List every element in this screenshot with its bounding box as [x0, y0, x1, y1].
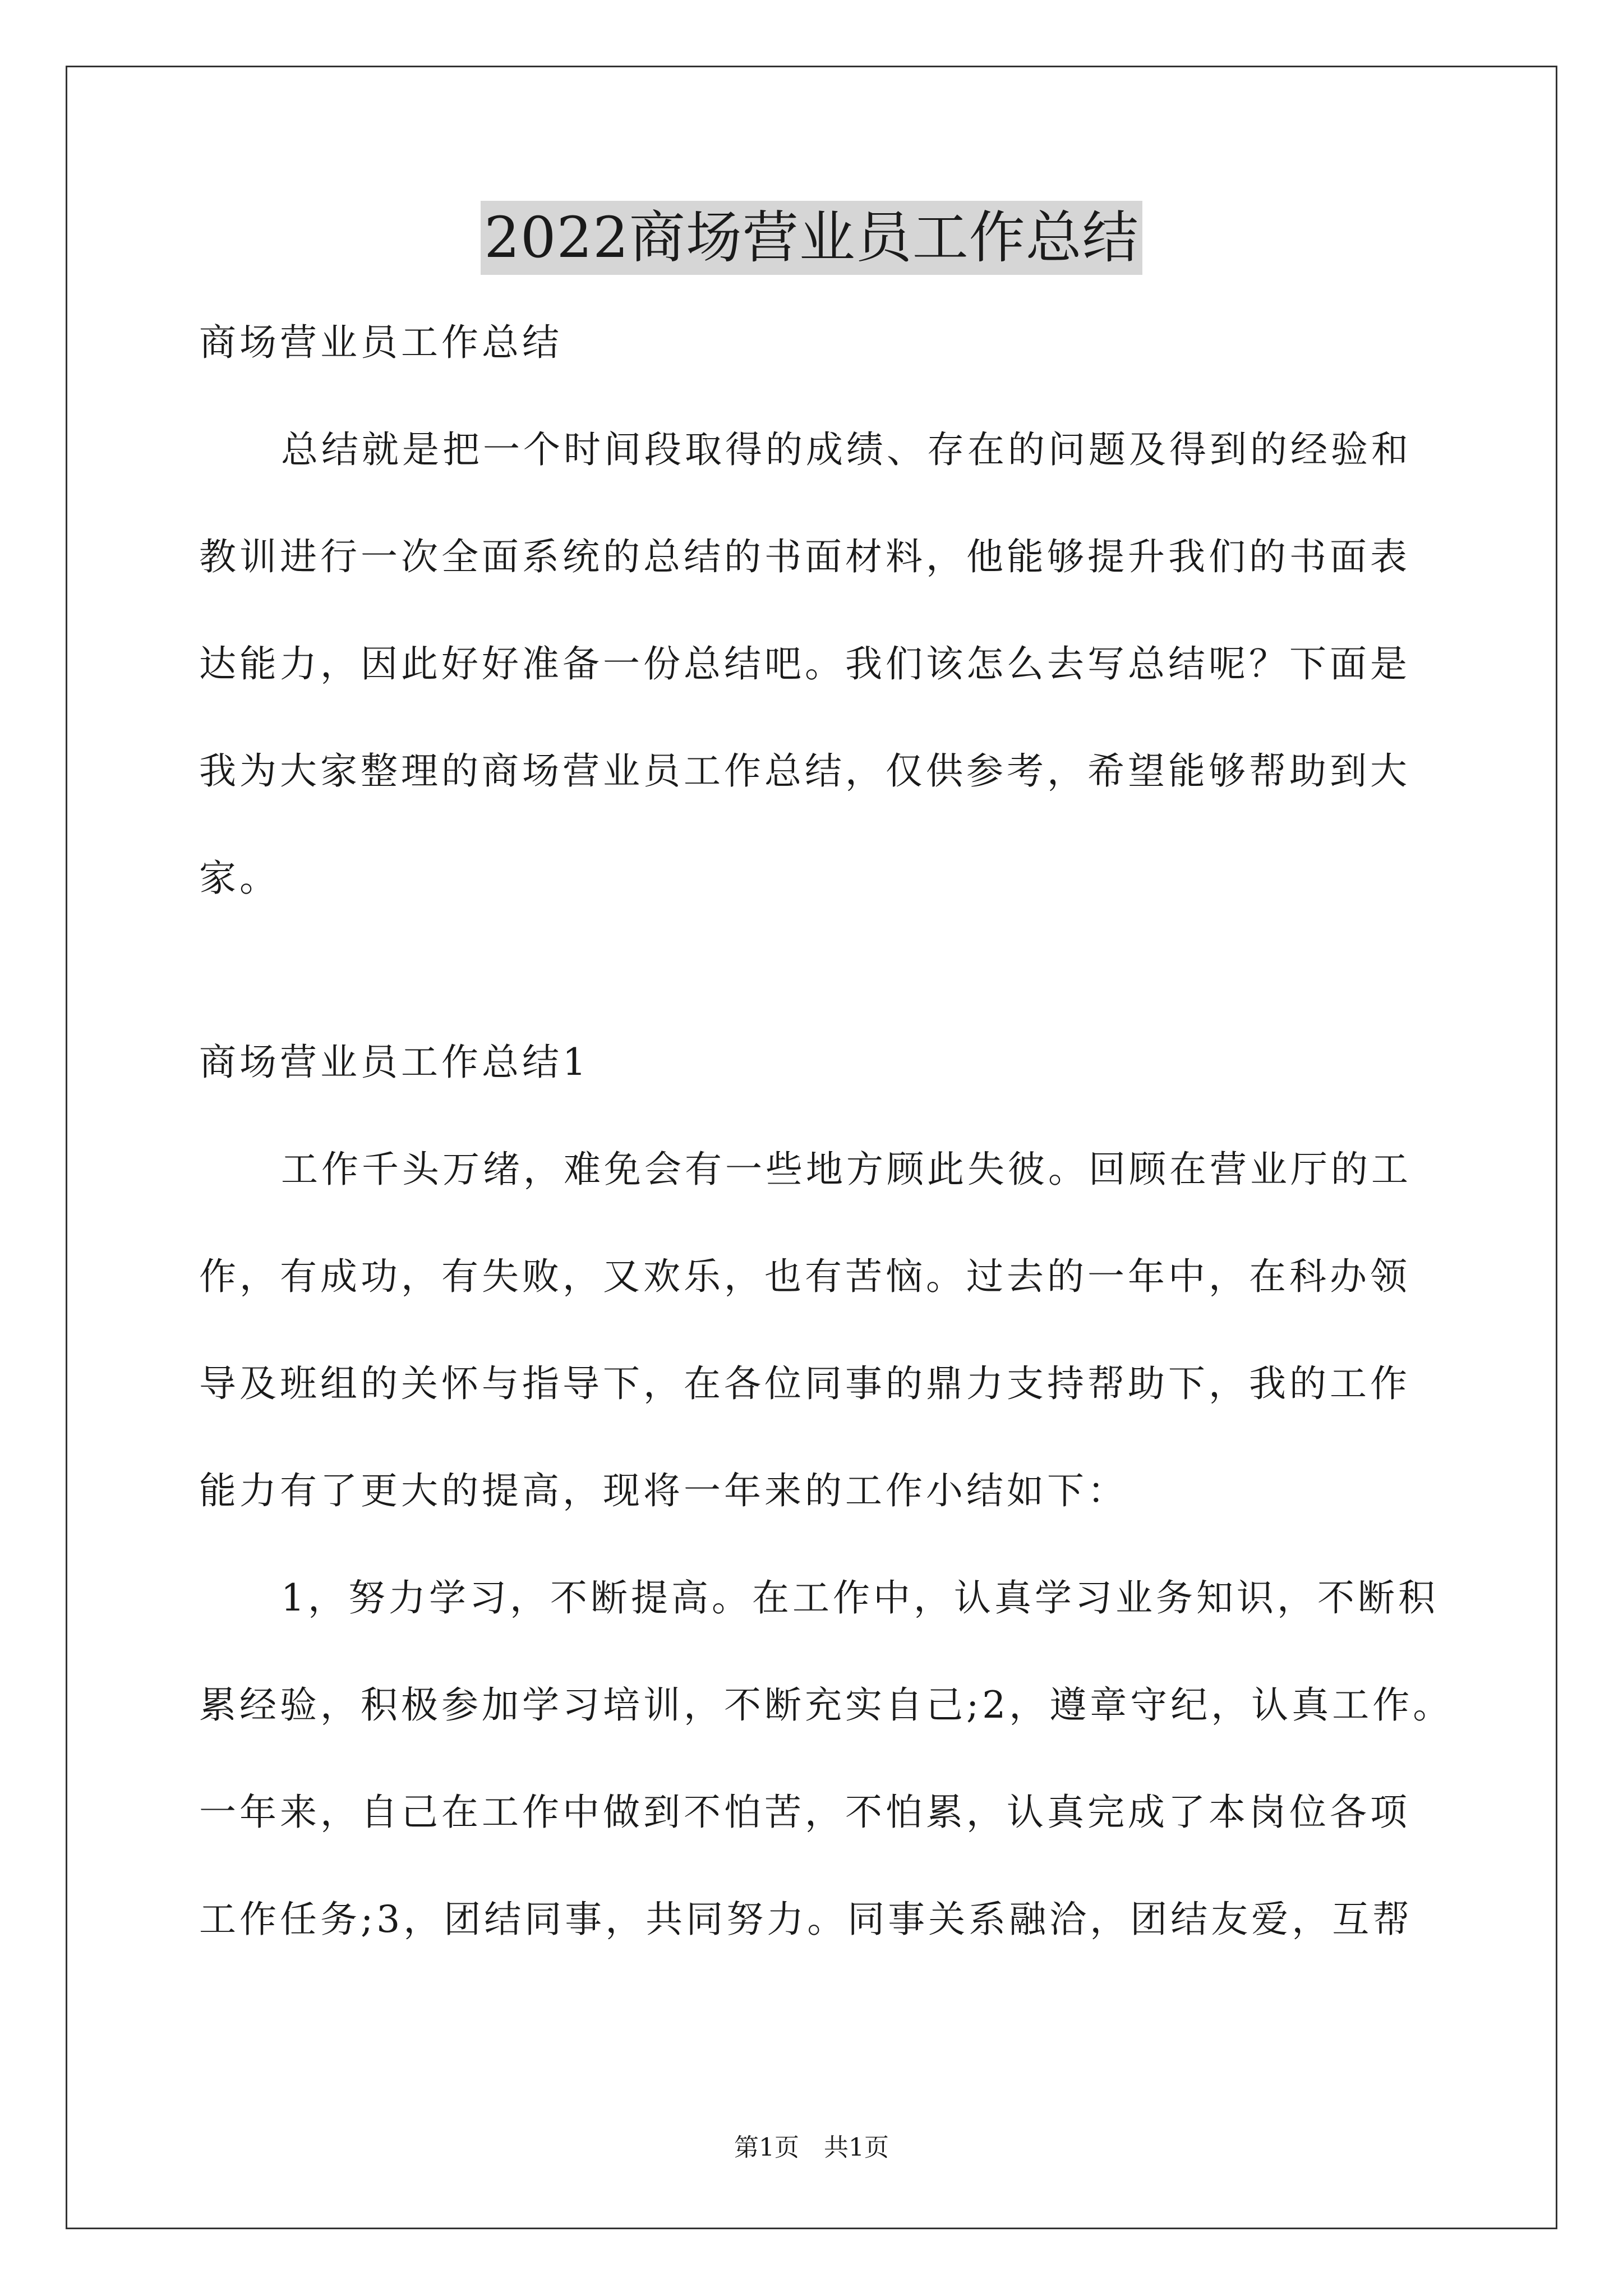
title-container	[0, 201, 1623, 275]
paragraph-line: 一年来，自己在工作中做到不怕苦，不怕累，认真完成了本岗位各项	[199, 1791, 1410, 1834]
document-body	[199, 315, 1454, 1999]
section-spacer	[199, 958, 1427, 1035]
paragraph-line: 工作任务;3，团结同事，共同努力。同事关系融洽，团结友爱，互帮	[199, 1898, 1413, 1941]
paragraph-line: 达能力，因此好好准备一份总结吧。我们该怎么去写总结呢？下面是	[199, 642, 1410, 685]
paragraph-line: 总结就是把一个时间段取得的成绩、存在的问题及得到的经验和	[281, 428, 1412, 471]
paragraph-line: 能力有了更大的提高，现将一年来的工作小结如下：	[199, 1469, 1128, 1512]
paragraph-line: 工作千头万绪，难免会有一些地方顾此失彼。回顾在营业厅的工	[281, 1148, 1412, 1191]
paragraph-line: 我为大家整理的商场营业员工作总结，仅供参考，希望能够帮助到大	[199, 749, 1410, 793]
paragraph-line: 导及班组的关怀与指导下，在各位同事的鼎力支持帮助下，我的工作	[199, 1362, 1410, 1405]
section-heading: 商场营业员工作总结	[199, 321, 562, 364]
paragraph-line: 教训进行一次全面系统的总结的书面材料，他能够提升我们的书面表	[199, 535, 1410, 578]
document-title: 2022商场营业员工作总结	[481, 201, 1142, 275]
paragraph-line: 累经验，积极参加学习培训，不断充实自己;2，遵章守纪，认真工作。	[199, 1683, 1454, 1727]
paragraph-line: 1，努力学习，不断提高。在工作中，认真学习业务知识，不断积	[281, 1576, 1438, 1619]
page-footer: 第1页 共1页	[734, 2133, 889, 2162]
paragraph-line: 家。	[199, 857, 280, 900]
section-heading: 商场营业员工作总结1	[199, 1041, 589, 1084]
paragraph-line: 作，有成功，有失败，又欢乐，也有苦恼。过去的一年中，在科办领	[199, 1255, 1410, 1298]
